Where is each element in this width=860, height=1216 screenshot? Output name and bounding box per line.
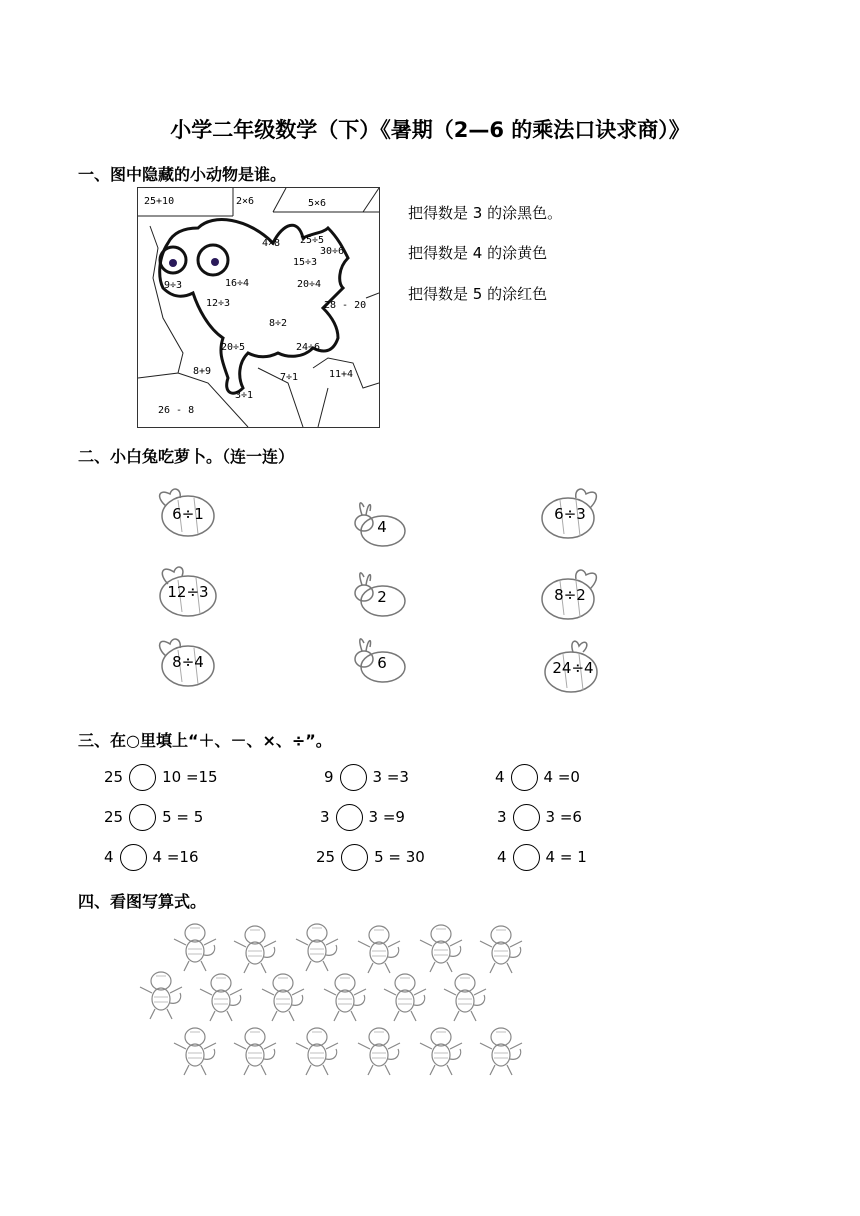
operator-blank[interactable] [513,844,540,871]
cell-label: 28 - 20 [324,300,367,311]
operator-blank[interactable] [340,764,367,791]
cell-label: 4×8 [262,238,281,249]
operand: 25 [104,768,124,786]
cell-label: 26 - 8 [158,405,195,416]
operator-blank[interactable] [513,804,540,831]
tiger-icon [140,972,182,1019]
cell-label: 20÷5 [221,342,246,353]
equation [324,764,409,791]
tiger-icon [358,926,400,973]
tiger-icon [420,925,462,972]
tiger-icon [234,926,276,973]
cell-label: 16÷4 [225,278,250,289]
cell-label: 9÷3 [164,280,183,291]
hidden-animal-puzzle [137,187,380,428]
tiger-picture-group [130,915,550,1085]
operator-blank[interactable] [341,844,368,871]
section2-heading: 二、小白兔吃萝卜。（连一连） [78,447,295,466]
radish [148,484,228,544]
tiger-icon [234,1028,276,1075]
operand-result: 10 =15 [162,768,218,786]
rabbit [338,497,418,557]
tiger-icon [296,924,338,971]
rabbit [338,567,418,627]
tiger-icon [174,1028,216,1075]
equation [495,764,580,791]
operator-blank[interactable] [129,804,156,831]
operand-result: 3 =9 [368,808,405,826]
equation [104,764,218,791]
cell-label: 25÷5 [300,235,325,246]
equation [320,804,405,831]
operand-result: 4 =16 [152,848,199,866]
rabbit-label: 4 [377,518,387,536]
rabbit [338,633,418,693]
radish [530,484,610,544]
tiger-icon [324,974,366,1021]
operand-result: 3 =3 [372,768,409,786]
rabbit-label: 6 [377,654,387,672]
operand: 4 [495,768,505,786]
operand: 25 [104,808,124,826]
instruction-yellow: 把得数是 4 的涂黄色 [408,244,548,262]
section3-heading: 三、在○里填上“＋、－、×、÷”。 [78,731,332,750]
page-title: 小学二年级数学（下）《暑期（2—6 的乘法口诀求商）》 [170,118,690,142]
radish [148,562,228,622]
radish-label: 8÷2 [554,586,586,604]
operand-result: 4 = 1 [545,848,587,866]
operand-result: 3 =6 [545,808,582,826]
section1-heading: 一、图中隐藏的小动物是谁。 [78,165,287,184]
equation [104,804,203,831]
operand-result: 4 =0 [543,768,580,786]
equation [104,844,199,871]
tiger-row-2 [140,972,486,1021]
operand-result: 5 = 5 [162,808,204,826]
cell-label: 2×6 [236,196,255,207]
tiger-icon [480,926,522,973]
rabbit-label: 2 [377,588,387,606]
cell-label: 15÷3 [293,257,318,268]
cell-label: 3÷1 [235,390,254,401]
tiger-icon [384,974,426,1021]
instruction-red: 把得数是 5 的涂红色 [408,285,548,303]
tiger-row-1 [174,924,522,973]
operand: 4 [104,848,114,866]
operand: 4 [497,848,507,866]
operand: 3 [320,808,330,826]
tiger-icon [444,974,486,1021]
operand: 3 [497,808,507,826]
operand: 25 [316,848,336,866]
radish-label: 6÷1 [172,505,204,523]
tiger-icon [420,1028,462,1075]
instruction-black: 把得数是 3 的涂黑色。 [408,204,563,222]
equation [497,844,587,871]
cell-label: 7÷1 [280,372,299,383]
cell-label: 8÷2 [269,318,288,329]
tiger-row-3 [174,1028,522,1075]
cell-label: 8+9 [193,366,212,377]
radish [530,565,610,625]
tiger-icon [480,1028,522,1075]
radish-label: 24÷4 [552,659,594,677]
equation [497,804,582,831]
tiger-icon [200,974,242,1021]
tiger-icon [174,924,216,971]
operator-blank[interactable] [336,804,363,831]
operator-blank[interactable] [129,764,156,791]
cell-label: 20÷4 [297,279,322,290]
cell-label: 5×6 [308,198,327,209]
cell-label: 25+10 [144,196,175,207]
radish-label: 12÷3 [167,583,209,601]
cell-label: 12÷3 [206,298,231,309]
section4-heading: 四、看图写算式。 [78,892,207,911]
operand-result: 5 = 30 [374,848,425,866]
operand: 9 [324,768,334,786]
radish-label: 6÷3 [554,505,586,523]
tiger-icon [358,1028,400,1075]
tiger-icon [296,1028,338,1075]
equation [316,844,425,871]
cell-label: 11+4 [329,369,354,380]
operator-blank[interactable] [120,844,147,871]
cell-label: 30÷6 [320,246,345,257]
tiger-icon [262,974,304,1021]
radish-label: 8÷4 [172,653,204,671]
operator-blank[interactable] [511,764,538,791]
radish [533,638,613,698]
radish [148,632,228,692]
cell-label: 24÷6 [296,342,321,353]
